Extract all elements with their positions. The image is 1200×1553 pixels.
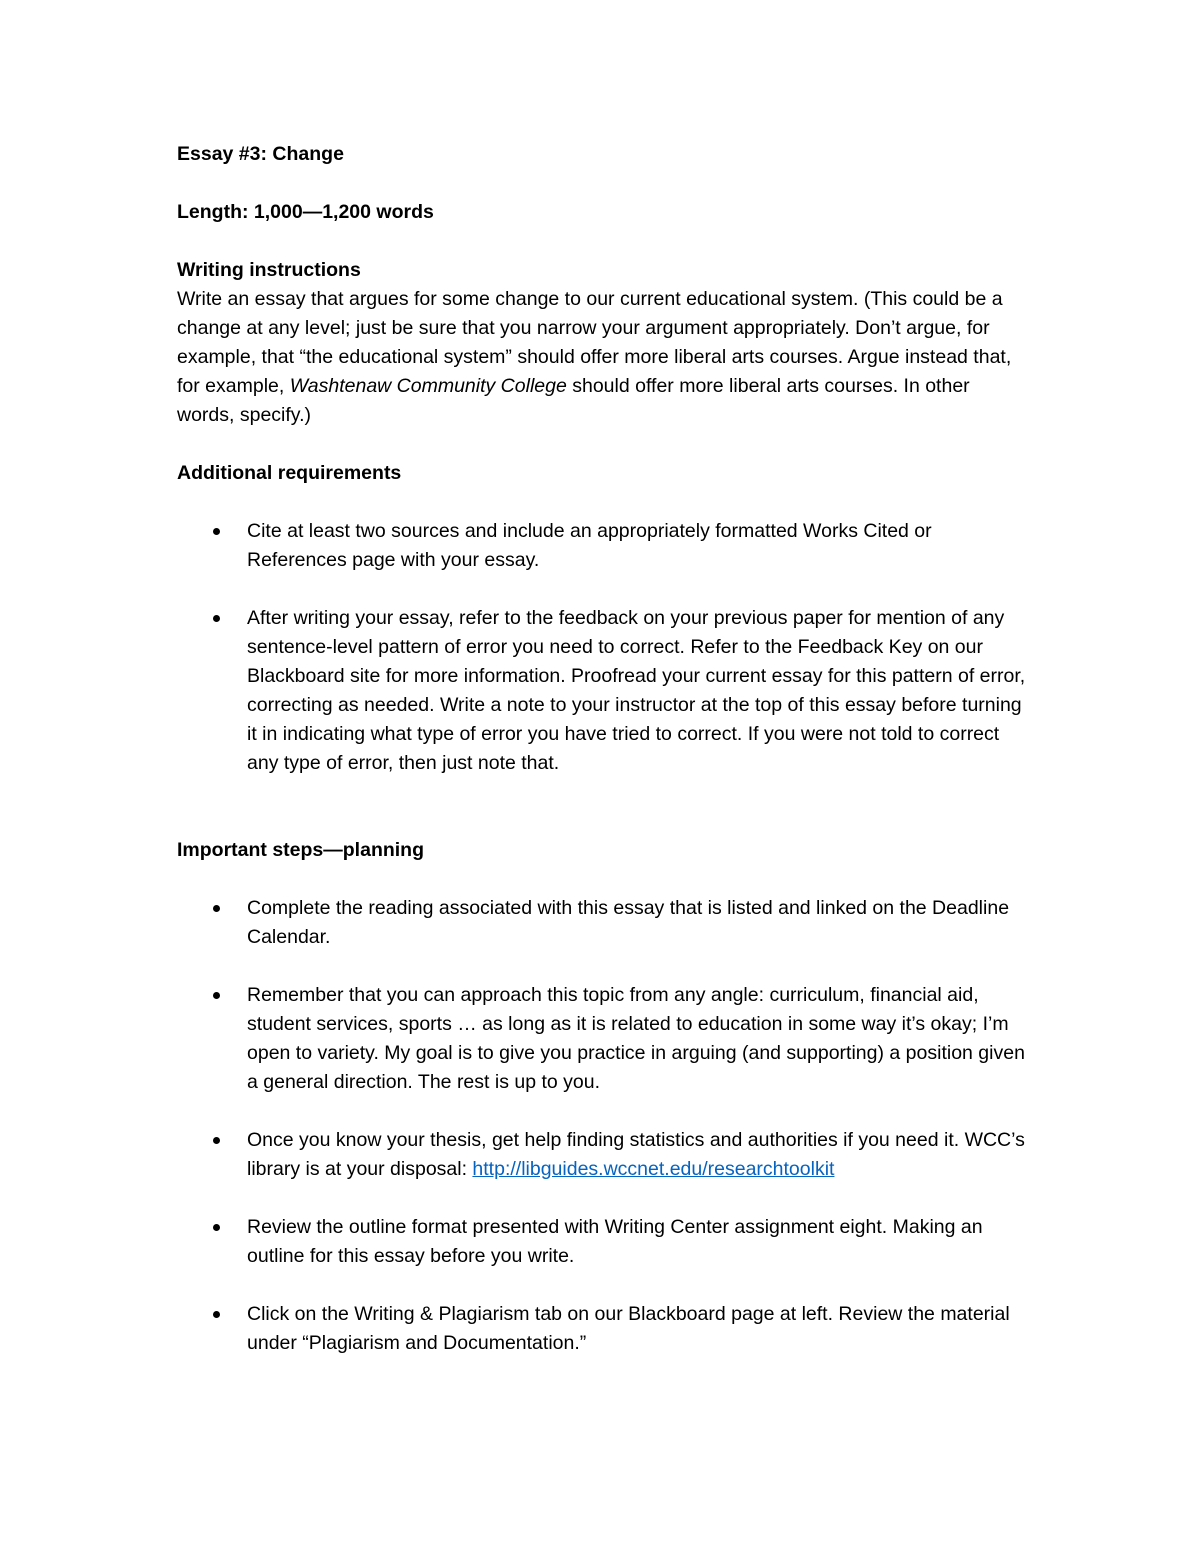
- list-item: [177, 1213, 1027, 1271]
- list-item: [177, 1126, 1027, 1184]
- planning-list: [177, 894, 1027, 1358]
- bullet-icon: [213, 992, 220, 999]
- list-item: [177, 981, 1027, 1097]
- list-item: [177, 894, 1027, 952]
- instructions-text-part1: Write an essay that argues for some change to our current educational system. (This could be a change at any level; just be sure that you narrow your argument appropriately. Don’t argue, for example, that “the educational system” should offer more liberal arts courses. Argue instead that, for example,: [177, 288, 1012, 397]
- planning-plagiarism: Click on the Writing & Plagiarism tab on our Blackboard page at left. Review the material under “Plagiarism and Documentation.”: [247, 1303, 1010, 1354]
- additional-requirements-heading: Additional requirements: [177, 462, 402, 484]
- bullet-icon: [213, 1311, 220, 1318]
- list-item: [177, 517, 1027, 575]
- length-heading: Length: 1,000—1,200 words: [177, 201, 434, 223]
- requirement-cite-sources: Cite at least two sources and include an appropriately formatted Works Cited or References page with your essay.: [247, 520, 932, 571]
- bullet-icon: [213, 528, 220, 535]
- writing-instructions-paragraph: [177, 285, 1027, 430]
- bullet-icon: [213, 1224, 220, 1231]
- planning-heading: Important steps—planning: [177, 839, 425, 861]
- planning-angle: Remember that you can approach this topic from any angle: curriculum, financial aid, student services, sports … as long as it is related to education in some way it’s okay; I’m open to variety. My goal is to give you practice in arguing (and supporting) a position given a general direction. The rest is up to you.: [247, 984, 1025, 1093]
- bullet-icon: [213, 1137, 220, 1144]
- bullet-icon: [213, 615, 220, 622]
- planning-thesis: Once you know your thesis, get help finding statistics and authorities if you need it. WCC’s library is at your disposal:: [247, 1129, 1025, 1180]
- writing-instructions-heading: Writing instructions: [177, 259, 361, 281]
- list-item: [177, 604, 1027, 778]
- list-item: [177, 1300, 1027, 1358]
- instructions-college-name: Washtenaw Community College: [289, 375, 567, 397]
- planning-reading: Complete the reading associated with this essay that is listed and linked on the Deadline Calendar.: [247, 897, 1010, 948]
- planning-outline: Review the outline format presented with Writing Center assignment eight. Making an outline for this essay before you write.: [247, 1216, 983, 1267]
- instructions-text-part2: should offer more liberal arts courses. In other words, specify.): [177, 375, 970, 426]
- document-page: [177, 140, 1027, 1358]
- essay-title: Essay #3: Change: [177, 143, 344, 165]
- bullet-icon: [213, 905, 220, 912]
- additional-requirements-list: [177, 517, 1027, 778]
- requirement-proofread: After writing your essay, refer to the feedback on your previous paper for mention of any sentence-level pattern of error you need to correct. Refer to the Feedback Key on our Blackboard site for more information. Proofread your current essay for this pattern of error, correcting as needed. Write a note to your instructor at the top of this essay before turning it in indicating what type of error you have tried to correct. If you were not told to correct any type of error, then just note that.: [247, 607, 1026, 774]
- research-toolkit-link[interactable]: http://libguides.wccnet.edu/researchtoolkit: [472, 1158, 835, 1180]
